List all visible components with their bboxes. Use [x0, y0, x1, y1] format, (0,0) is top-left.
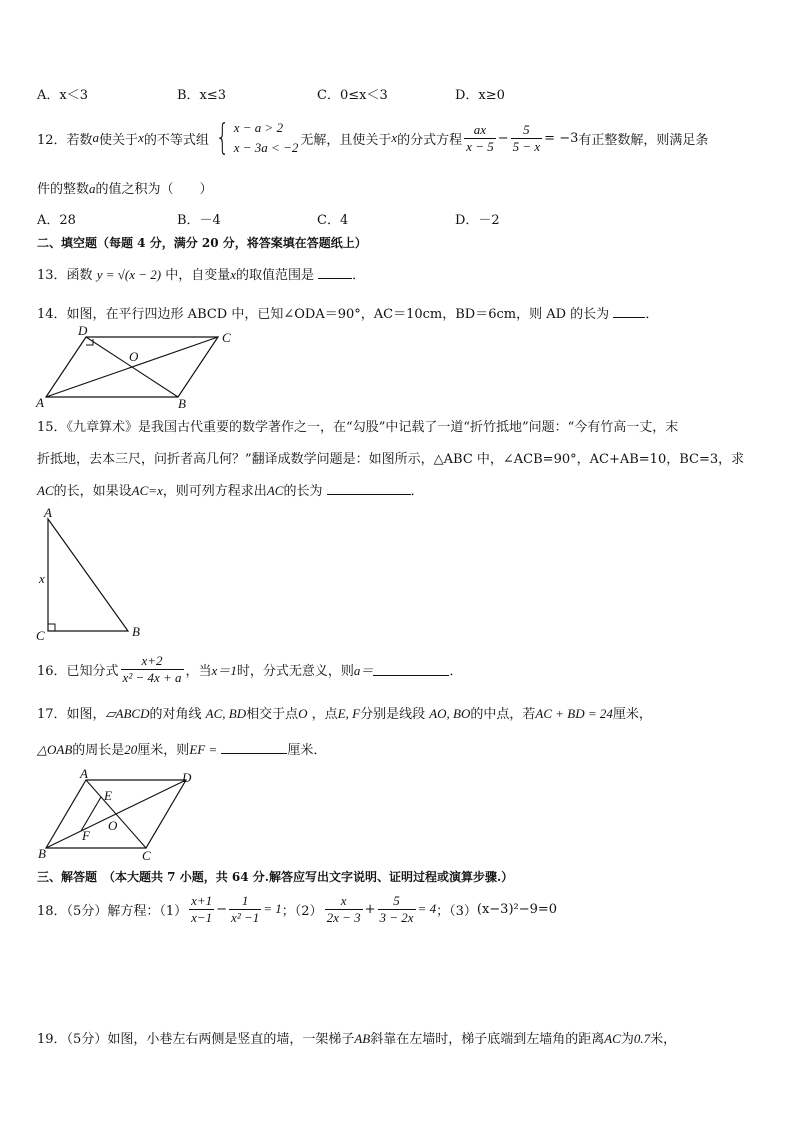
q12-inequality-system [211, 118, 299, 158]
q12-frac1: $\frac{ax}{x - 5}$ [466, 121, 494, 154]
q14-label-a: A [36, 395, 44, 410]
q14-parallelogram-figure [34, 325, 244, 410]
q18-frac4: $\frac{5}{3 - 2x}$ [379, 892, 414, 925]
q12-var-a: a [92, 130, 100, 145]
q12-text5: 有正整数解，则满足条 [578, 132, 709, 148]
q12-option-a: A．28 [37, 213, 76, 228]
brace-icon: { [215, 117, 230, 158]
q14-label-b: B [178, 396, 186, 410]
q12-prefix: 12．若数 [37, 132, 93, 148]
q12-var-x2: x [391, 130, 398, 145]
q12-text1: 使关于 [99, 132, 139, 148]
q19: 19．（5分）如图，小巷左右两侧是竖直的墙，一架梯子AB斜靠在左墙时，梯子底端到左墙角的距离AC为0.7米， [37, 1031, 677, 1047]
q16-answer-blank [373, 663, 449, 676]
q12-minus: − [497, 130, 509, 146]
q11-option-c: C．0≤x＜3 [317, 88, 388, 103]
q12-text3: 无解，且使关于 [300, 132, 392, 148]
q12-option-d: D．－2 [455, 213, 500, 228]
q14-label-d: D [78, 325, 88, 338]
q17-label-a: A [80, 768, 88, 781]
q15-label-a: A [44, 505, 52, 520]
q12-eq-rhs: = −3 [544, 130, 579, 146]
q14-label-o: O [129, 349, 139, 364]
q17-label-c: C [142, 848, 151, 863]
q18-eq3: (x−3)²−9=0 [476, 901, 558, 917]
q17-label-e: E [104, 788, 112, 803]
q17-label-b: B [38, 846, 46, 861]
section3-title: 三、解答题 （本大题共 7 小题，共 64 分.解答应写出文字说明、证明过程或演算步骤.） [37, 870, 514, 884]
q17-answer-blank [221, 741, 287, 754]
q13: 13．函数 y = √(x − 2) 中，自变量x的取值范围是 ． [37, 267, 366, 283]
q12-option-c: C．4 [317, 213, 349, 228]
q13-answer-blank [318, 266, 352, 279]
q12-text2: 的不等式组 [143, 132, 209, 148]
q15-line1: 15．《九章算术》是我国古代重要的数学著作之一，在“勾股”中记载了一道“折竹抵地”问题：“今有竹高一丈，末 [37, 420, 679, 435]
q15-label-x: x [39, 571, 45, 586]
q15-line3: AC的长，如果设AC=x，则可列方程求出AC的长为 ． [37, 483, 424, 499]
q11-option-d: D．x≥0 [455, 88, 505, 103]
q18: 18．（5分）解方程：（1） $\frac{x+1}{x-1}$ − $\frac{1}{\text{x² −1}}$ = 1 ；（2） $\frac{x}{2x - 3}$ + $\frac{5}{3 - 2x}$ = 4 ；（3） (x−3)²−9=0 [37, 892, 558, 925]
q12-option-b: B．－4 [177, 213, 221, 228]
q12-ineq1: x − a > 2 [233, 120, 284, 135]
q18-frac2: $\frac{1}{\text{x² −1}}$ [231, 892, 260, 925]
q16-fraction: $\frac{x+2}{\text{x² − 4x + a}}$ [122, 652, 182, 685]
q12-var-x: x [138, 130, 144, 145]
q12-ineq2: x − 3a < −2 [233, 140, 299, 155]
q17-parallelogram-figure [34, 768, 204, 866]
q13-function: y = √(x − 2) [96, 267, 162, 282]
q17-line1: 17．如图，▱ABCD的对角线 AC, BD相交于点O ，点E, F分别是线段 AO, BO的中点，若AC + BD = 24厘米， [37, 706, 652, 722]
q12-line2: 件的整数a的值之积为（ ） [37, 181, 213, 197]
section2-title: 二、填空题（每题 4 分，满分 20 分，将答案填在答题纸上） [37, 236, 367, 250]
q14-label-c: C [222, 330, 231, 345]
q15-answer-blank [327, 482, 411, 495]
q17-label-o: O [108, 818, 118, 833]
q18-frac3: $\frac{x}{2x - 3}$ [326, 892, 361, 925]
q15-line2: 折抵地，去本三尺，问折者高几何？”翻译成数学问题是：如图所示，△ABC 中，∠ACB=90°，AC+AB=10，BC=3，求 [37, 452, 745, 467]
q12-frac2: $\frac{5}{5 - x}$ [512, 121, 541, 154]
q11-option-a: A．x＜3 [37, 88, 88, 103]
q14-answer-blank [613, 305, 645, 318]
q16: 16．已知分式 $\frac{x+2}{\text{x² − 4x + a}}$ ，当 x＝1 时，分式无意义，则 a＝ ． [37, 652, 463, 685]
q15-label-c: C [36, 628, 45, 643]
q17-label-d: D [182, 770, 192, 785]
q12-text4: 的分式方程 [397, 132, 463, 148]
q15-triangle-figure [34, 505, 154, 645]
q17-label-f: F [82, 828, 90, 843]
q12-line1 [37, 116, 708, 160]
q11-option-b: B．x≤3 [177, 88, 227, 103]
q15-label-b: B [132, 624, 140, 639]
q14: 14．如图，在平行四边形 ABCD 中，已知∠ODA＝90°，AC＝10cm，BD＝6cm，则 AD 的长为 ． [37, 307, 659, 322]
q18-frac1: $\frac{x+1}{x-1}$ [191, 892, 213, 925]
q17-line2: △OAB的周长是20厘米，则EF = 厘米． [37, 742, 327, 758]
